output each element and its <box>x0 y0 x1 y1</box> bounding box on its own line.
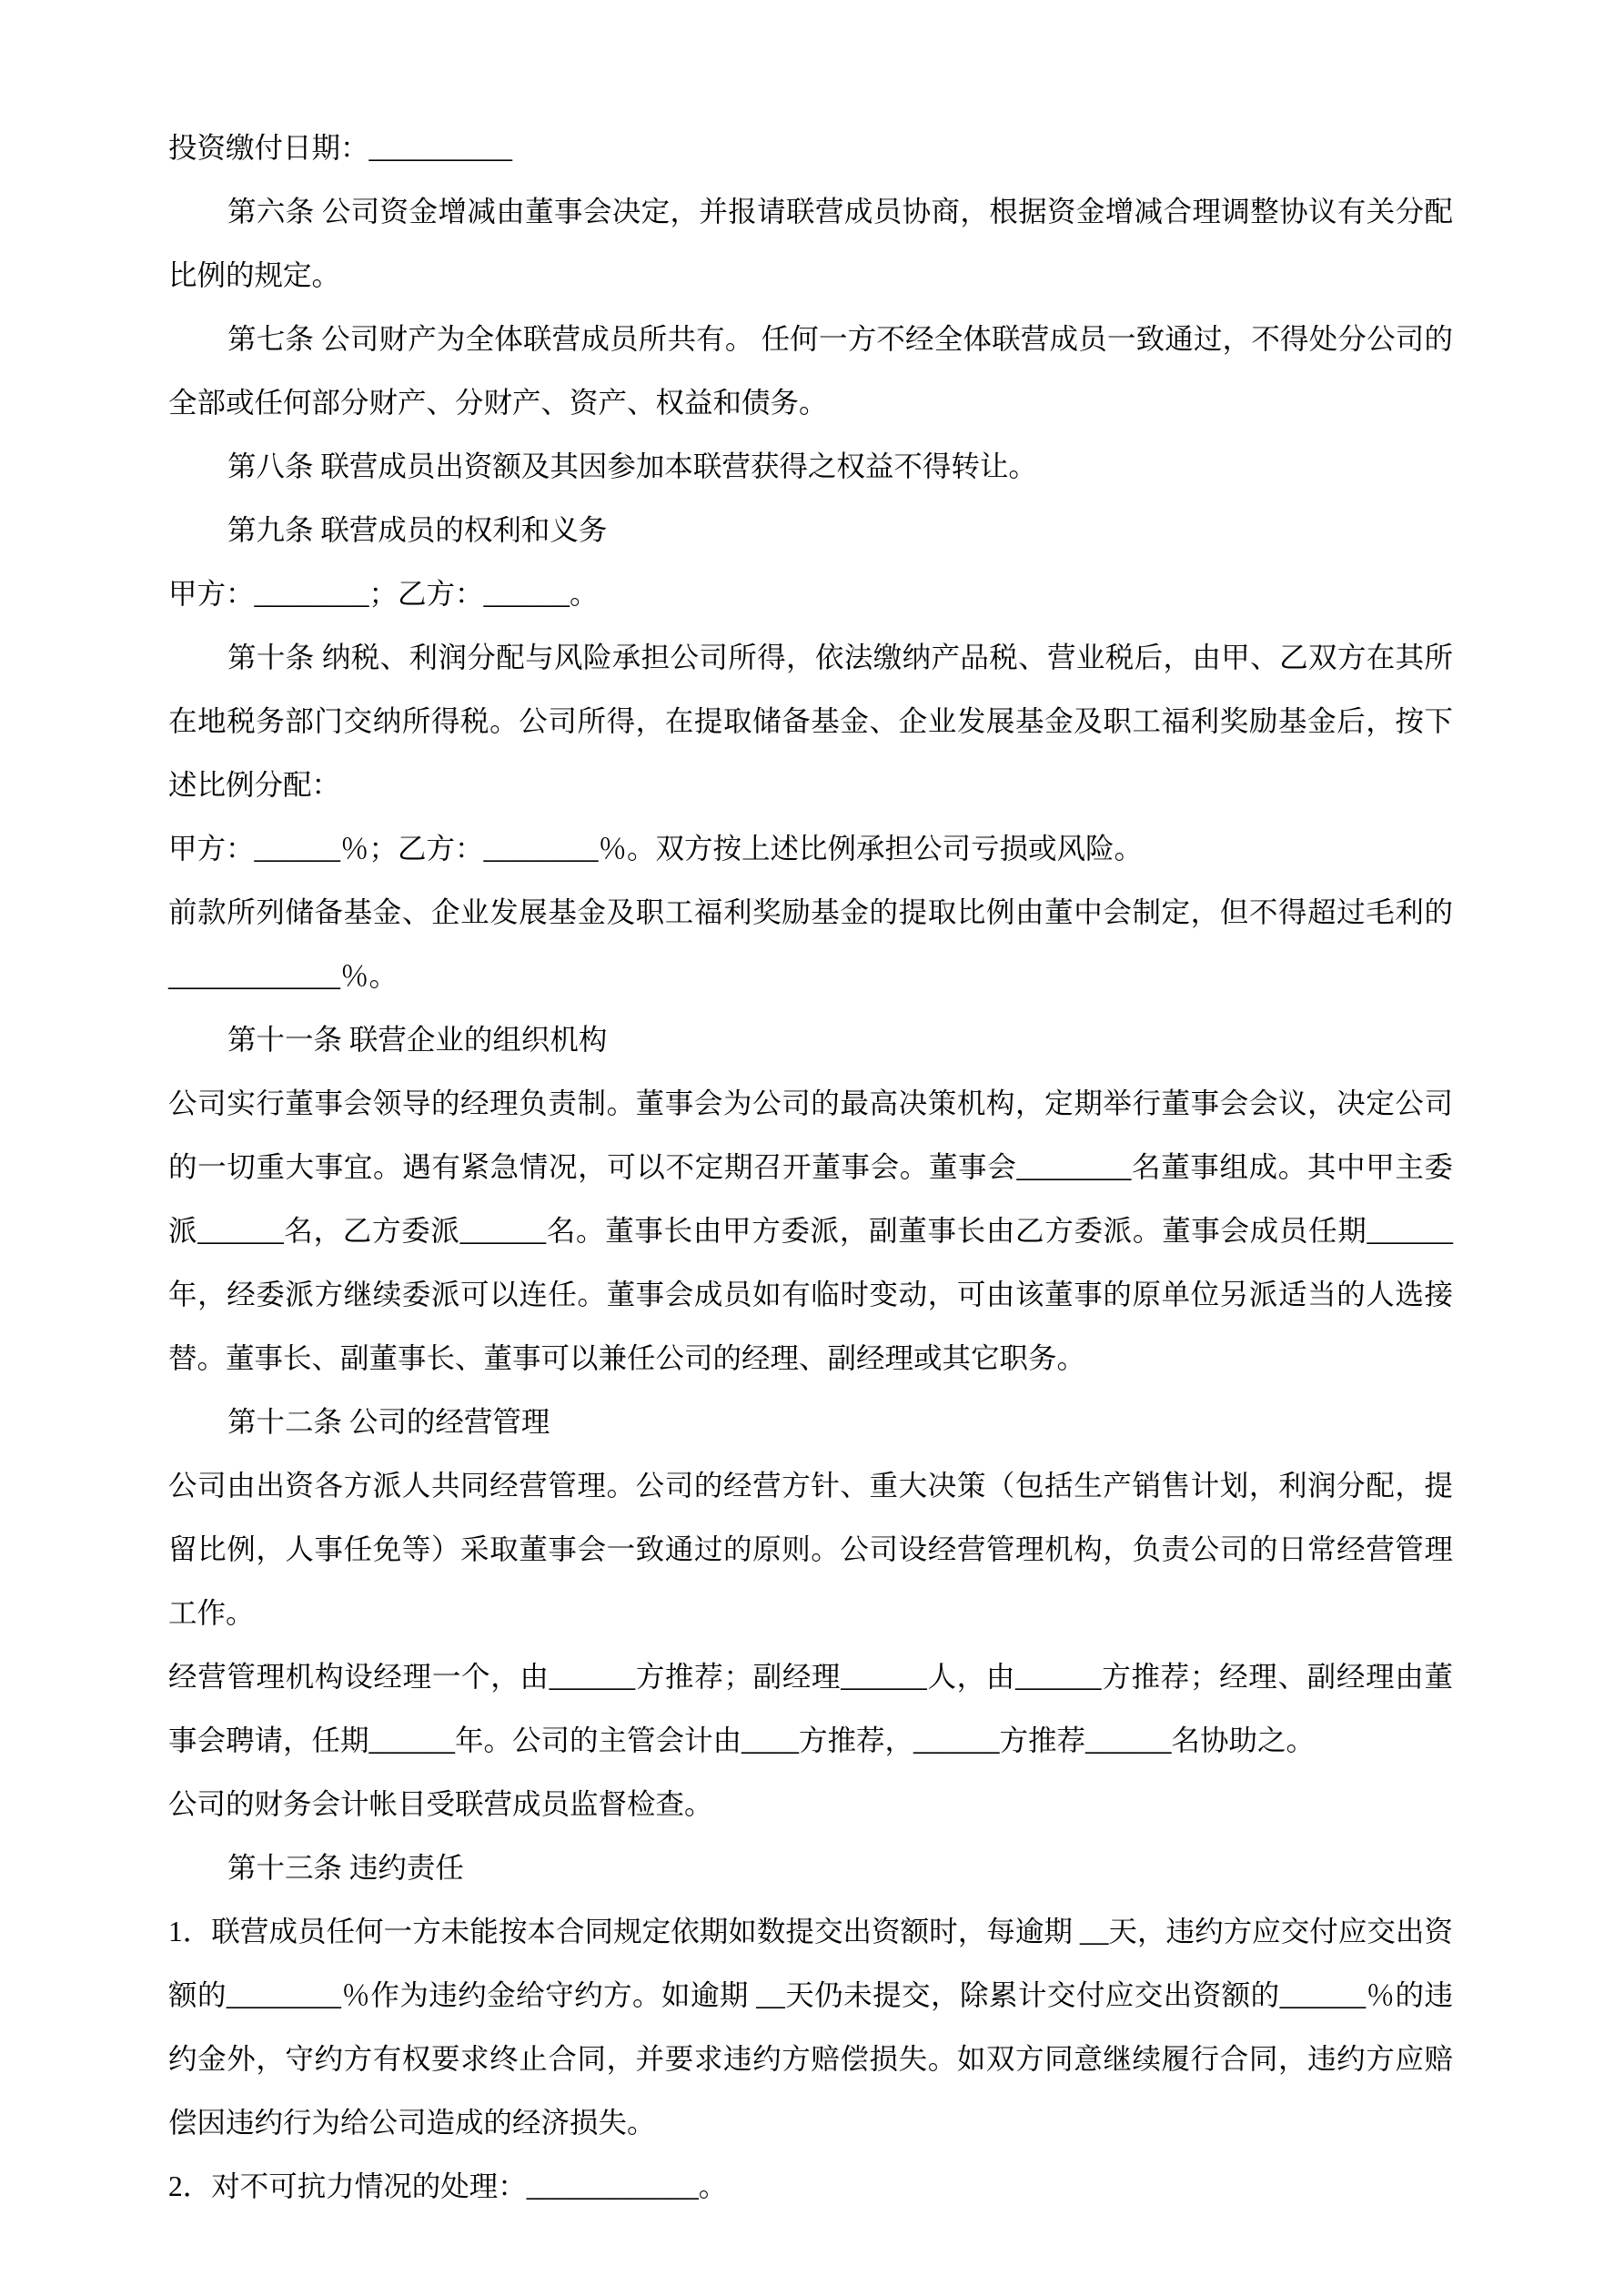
board-of-directors-paragraph: 公司实行董事会领导的经理负责制。董事会为公司的最高决策机构，定期举行董事会会议，决定公司的一切重大事宜。遇有紧急情况，可以不定期召开董事会。董事会________名董事组成。其中甲主委派______名，乙方委派______名。董事长由甲方委派，副董事长由乙方委派。董事会成员任期______年，经委派方继续委派可以连任。董事会成员如有临时变动，可由该董事的原单位另派适当的人选接替。董事长、副董事长、董事可以兼任公司的经理、副经理或其它职务。 <box>168 1087 1453 1374</box>
clause-12-management-heading: 第十二条 公司的经营管理 <box>227 1406 550 1438</box>
clause-9-member-rights-heading: 第九条 联营成员的权利和义务 <box>227 514 608 546</box>
clause-11-organization-heading: 第十一条 联营企业的组织机构 <box>227 1024 608 1056</box>
party-a-b-blank-line: 甲方：________；乙方：______。 <box>168 578 599 610</box>
breach-liability-item-1: 1．联营成员任何一方未能按本合同规定依期如数提交出资额时，每逾期 __天，违约方应交付应交出资额的________％作为违约金给守约方。如逾期 __天仍未提交，除累计交付应交出资额的______％的违约金外，守约方有权要求终止合同，并要求违约方赔偿损失。如双方同意继续履行合同，违约方应赔偿因违约行为给公司造成的经济损失。 <box>168 1916 1453 2139</box>
clause-7-company-property: 第七条 公司财产为全体联营成员所共有。 任何一方不经全体联营成员一致通过，不得处分公司的全部或任何部分财产、分财产、资产、权益和债务。 <box>168 323 1453 419</box>
fund-withdrawal-ratio-paragraph: 前款所列储备基金、企业发展基金及职工福利奖励基金的提取比例由董中会制定，但不得超过毛利的____________％。 <box>168 896 1453 992</box>
clause-8-transfer-restriction: 第八条 联营成员出资额及其因参加本联营获得之权益不得转让。 <box>227 450 1037 482</box>
document-content <box>168 116 1453 2219</box>
investment-payment-date-line: 投资缴付日期：__________ <box>168 132 513 164</box>
profit-ratio-blank-line: 甲方：______％；乙方：________％。双方按上述比例承担公司亏损或风险。 <box>168 833 1144 865</box>
clause-6-capital-adjustment: 第六条 公司资金增减由董事会决定，并报请联营成员协商，根据资金增减合理调整协议有关分配比例的规定。 <box>168 196 1453 291</box>
clause-13-breach-heading: 第十三条 违约责任 <box>227 1852 464 1884</box>
force-majeure-item-2: 2．对不可抗力情况的处理：____________。 <box>168 2170 728 2202</box>
clause-10-tax-profit-distribution: 第十条 纳税、利润分配与风险承担公司所得，依法缴纳产品税、营业税后，由甲、乙双方在其所在地税务部门交纳所得税。公司所得，在提取储备基金、企业发展基金及职工福利奖励基金后，按下述比例分配： <box>168 642 1453 801</box>
management-principle-paragraph: 公司由出资各方派人共同经营管理。公司的经营方针、重大决策（包括生产销售计划，利润分配，提留比例，人事任免等）采取董事会一致通过的原则。公司设经营管理机构，负责公司的日常经营管理工作。 <box>168 1470 1453 1629</box>
financial-supervision-paragraph: 公司的财务会计帐目受联营成员监督检查。 <box>168 1788 713 1820</box>
management-structure-paragraph: 经营管理机构设经理一个，由______方推荐；副经理______人，由______方推荐；经理、副经理由董事会聘请，任期______年。公司的主管会计由____方推荐，______方推荐______名协助之。 <box>168 1661 1453 1756</box>
